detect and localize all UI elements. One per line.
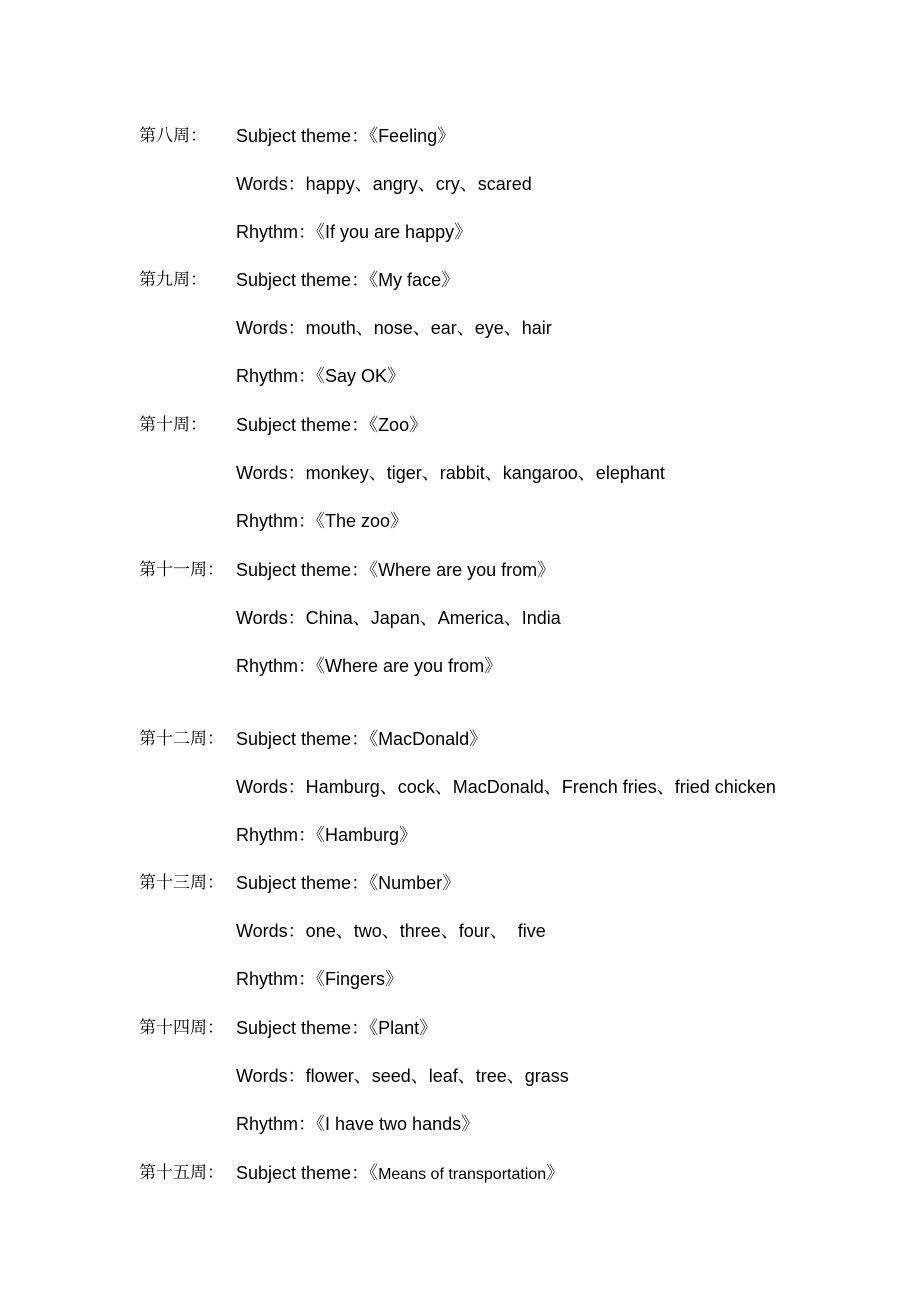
words-list: Words：happy、angry、cry、scared (236, 174, 532, 194)
subject-theme: Subject theme：《Zoo》 (236, 415, 428, 435)
rhythm: Rhythm：《Hamburg》 (236, 825, 418, 845)
words-list: Words：China、Japan、America、India (236, 608, 561, 628)
subject-prefix: Subject theme：《 (236, 1163, 379, 1183)
words-list: Words：mouth、nose、ear、eye、hair (236, 318, 552, 338)
week-label: 第十四周： (139, 1018, 224, 1038)
week-label: 第十周： (139, 415, 207, 435)
words-list: Words：flower、seed、leaf、tree、grass (236, 1066, 569, 1086)
subject-suffix: 》 (546, 1163, 565, 1183)
rhythm: Rhythm：《Where are you from》 (236, 656, 503, 676)
subject-theme: Subject theme：《Plant》 (236, 1018, 438, 1038)
words-list: Words：Hamburg、cock、MacDonald、French fries、fried chicken (236, 777, 776, 797)
rhythm: Rhythm：《The zoo》 (236, 511, 409, 531)
subject-theme: Subject theme：《Where are you from》 (236, 560, 556, 580)
week-label: 第八周： (139, 126, 207, 146)
week-label: 第十五周： (139, 1163, 224, 1183)
week-label: 第十一周： (139, 560, 224, 580)
subject-theme: Subject theme：《My face》 (236, 270, 460, 290)
rhythm: Rhythm：《Fingers》 (236, 969, 404, 989)
words-list: Words：monkey、tiger、rabbit、kangaroo、elephant (236, 463, 665, 483)
week-label: 第九周： (139, 270, 207, 290)
subject-theme (236, 1158, 564, 1188)
subject-theme: Subject theme：《MacDonald》 (236, 729, 488, 749)
subject-theme: Subject theme：《Feeling》 (236, 126, 456, 146)
week-label: 第十三周： (139, 873, 224, 893)
rhythm: Rhythm：《If you are happy》 (236, 222, 473, 242)
rhythm: Rhythm：《I have two hands》 (236, 1114, 480, 1134)
words-list: Words：one、two、three、four、 five (236, 921, 546, 941)
subject-theme: Subject theme：《Number》 (236, 873, 461, 893)
rhythm: Rhythm：《Say OK》 (236, 366, 406, 386)
week-label: 第十二周： (139, 729, 224, 749)
subject-title: Means of transportation (378, 1166, 547, 1183)
